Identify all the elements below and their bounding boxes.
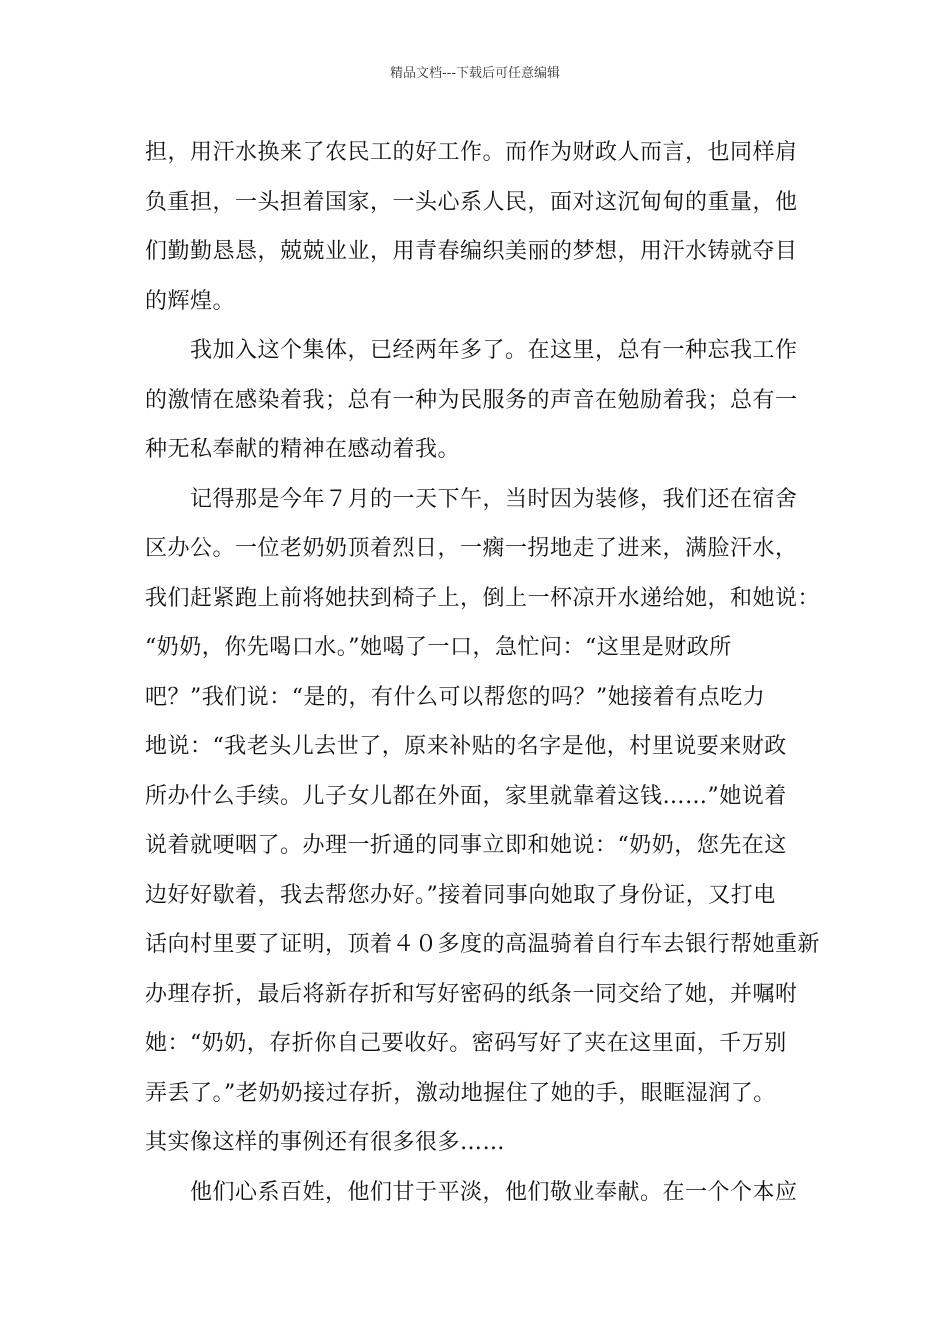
- text-line: 地说：“我老头儿去世了，原来补贴的名字是他，村里说要来财政: [145, 734, 787, 759]
- text-line: 种无私奉献的精神在感动着我。: [145, 437, 461, 462]
- paragraph-4: [145, 1168, 815, 1218]
- document-body: [145, 128, 821, 1217]
- text-line: 办理存折，最后将新存折和写好密码的纸条一同交给了她，并嘱咐: [145, 981, 798, 1007]
- text-line: 她：“奶奶，存折你自己要收好。密码写好了夹在这里面，千万别: [145, 1031, 787, 1056]
- text-line: “奶奶，你先喝口水。”她喝了一口，急忙问：“这里是财政所: [145, 635, 732, 660]
- text-line: 我们赶紧跑上前将她扶到椅子上，倒上一杯凉开水递给她，和她说：: [145, 585, 821, 611]
- page-header: 精品文档---下载后可任意编辑: [389, 66, 561, 81]
- paragraph-3: [145, 475, 821, 1168]
- text-line: 说着就哽咽了。办理一折通的同事立即和她说：“奶奶，您先在这: [145, 833, 787, 858]
- text-line: 们勤勤恳恳，兢兢业业，用青春编织美丽的梦想，用汗水铸就夺目: [145, 239, 798, 264]
- text-line: 其实像这样的事例还有很多很多……: [145, 1130, 506, 1155]
- text-line: 记得那是今年７月的一天下午，当时因为装修，我们还在宿舍: [190, 486, 798, 512]
- text-line: 话向村里要了证明，顶着４０多度的高温骑着自行车去银行帮她重新: [145, 932, 821, 957]
- text-line: 吧？”我们说：“是的，有什么可以帮您的吗？”她接着有点吃力: [145, 684, 766, 710]
- text-line: 的辉煌。: [145, 288, 236, 314]
- text-line: 弄丢了。”老奶奶接过存折，激动地握住了她的手，眼眶湿润了。: [145, 1080, 776, 1106]
- paragraph-2: [145, 326, 815, 475]
- text-line: 所办什么手续。儿子女儿都在外面，家里就靠着这钱……”她说着: [145, 783, 787, 809]
- text-line: 边好好歇着，我去帮您办好。”接着同事向她取了身份证，又打电: [145, 882, 776, 908]
- text-line: 的激情在感染着我；总有一种为民服务的声音在勉励着我；总有一: [145, 387, 798, 413]
- text-line: 他们心系百姓，他们甘于平淡，他们敬业奉献。在一个个本应: [190, 1179, 798, 1205]
- text-line: 区办公。一位老奶奶顶着烈日，一瘸一拐地走了进来，满脸汗水，: [145, 536, 798, 561]
- text-line: 担，用汗水换来了农民工的好工作。而作为财政人而言，也同样肩: [145, 140, 798, 165]
- text-line: 负重担，一头担着国家，一头心系人民，面对这沉甸甸的重量，他: [145, 189, 798, 215]
- paragraph-1: [145, 128, 815, 326]
- text-line: 我加入这个集体，已经两年多了。在这里，总有一种忘我工作: [190, 338, 798, 363]
